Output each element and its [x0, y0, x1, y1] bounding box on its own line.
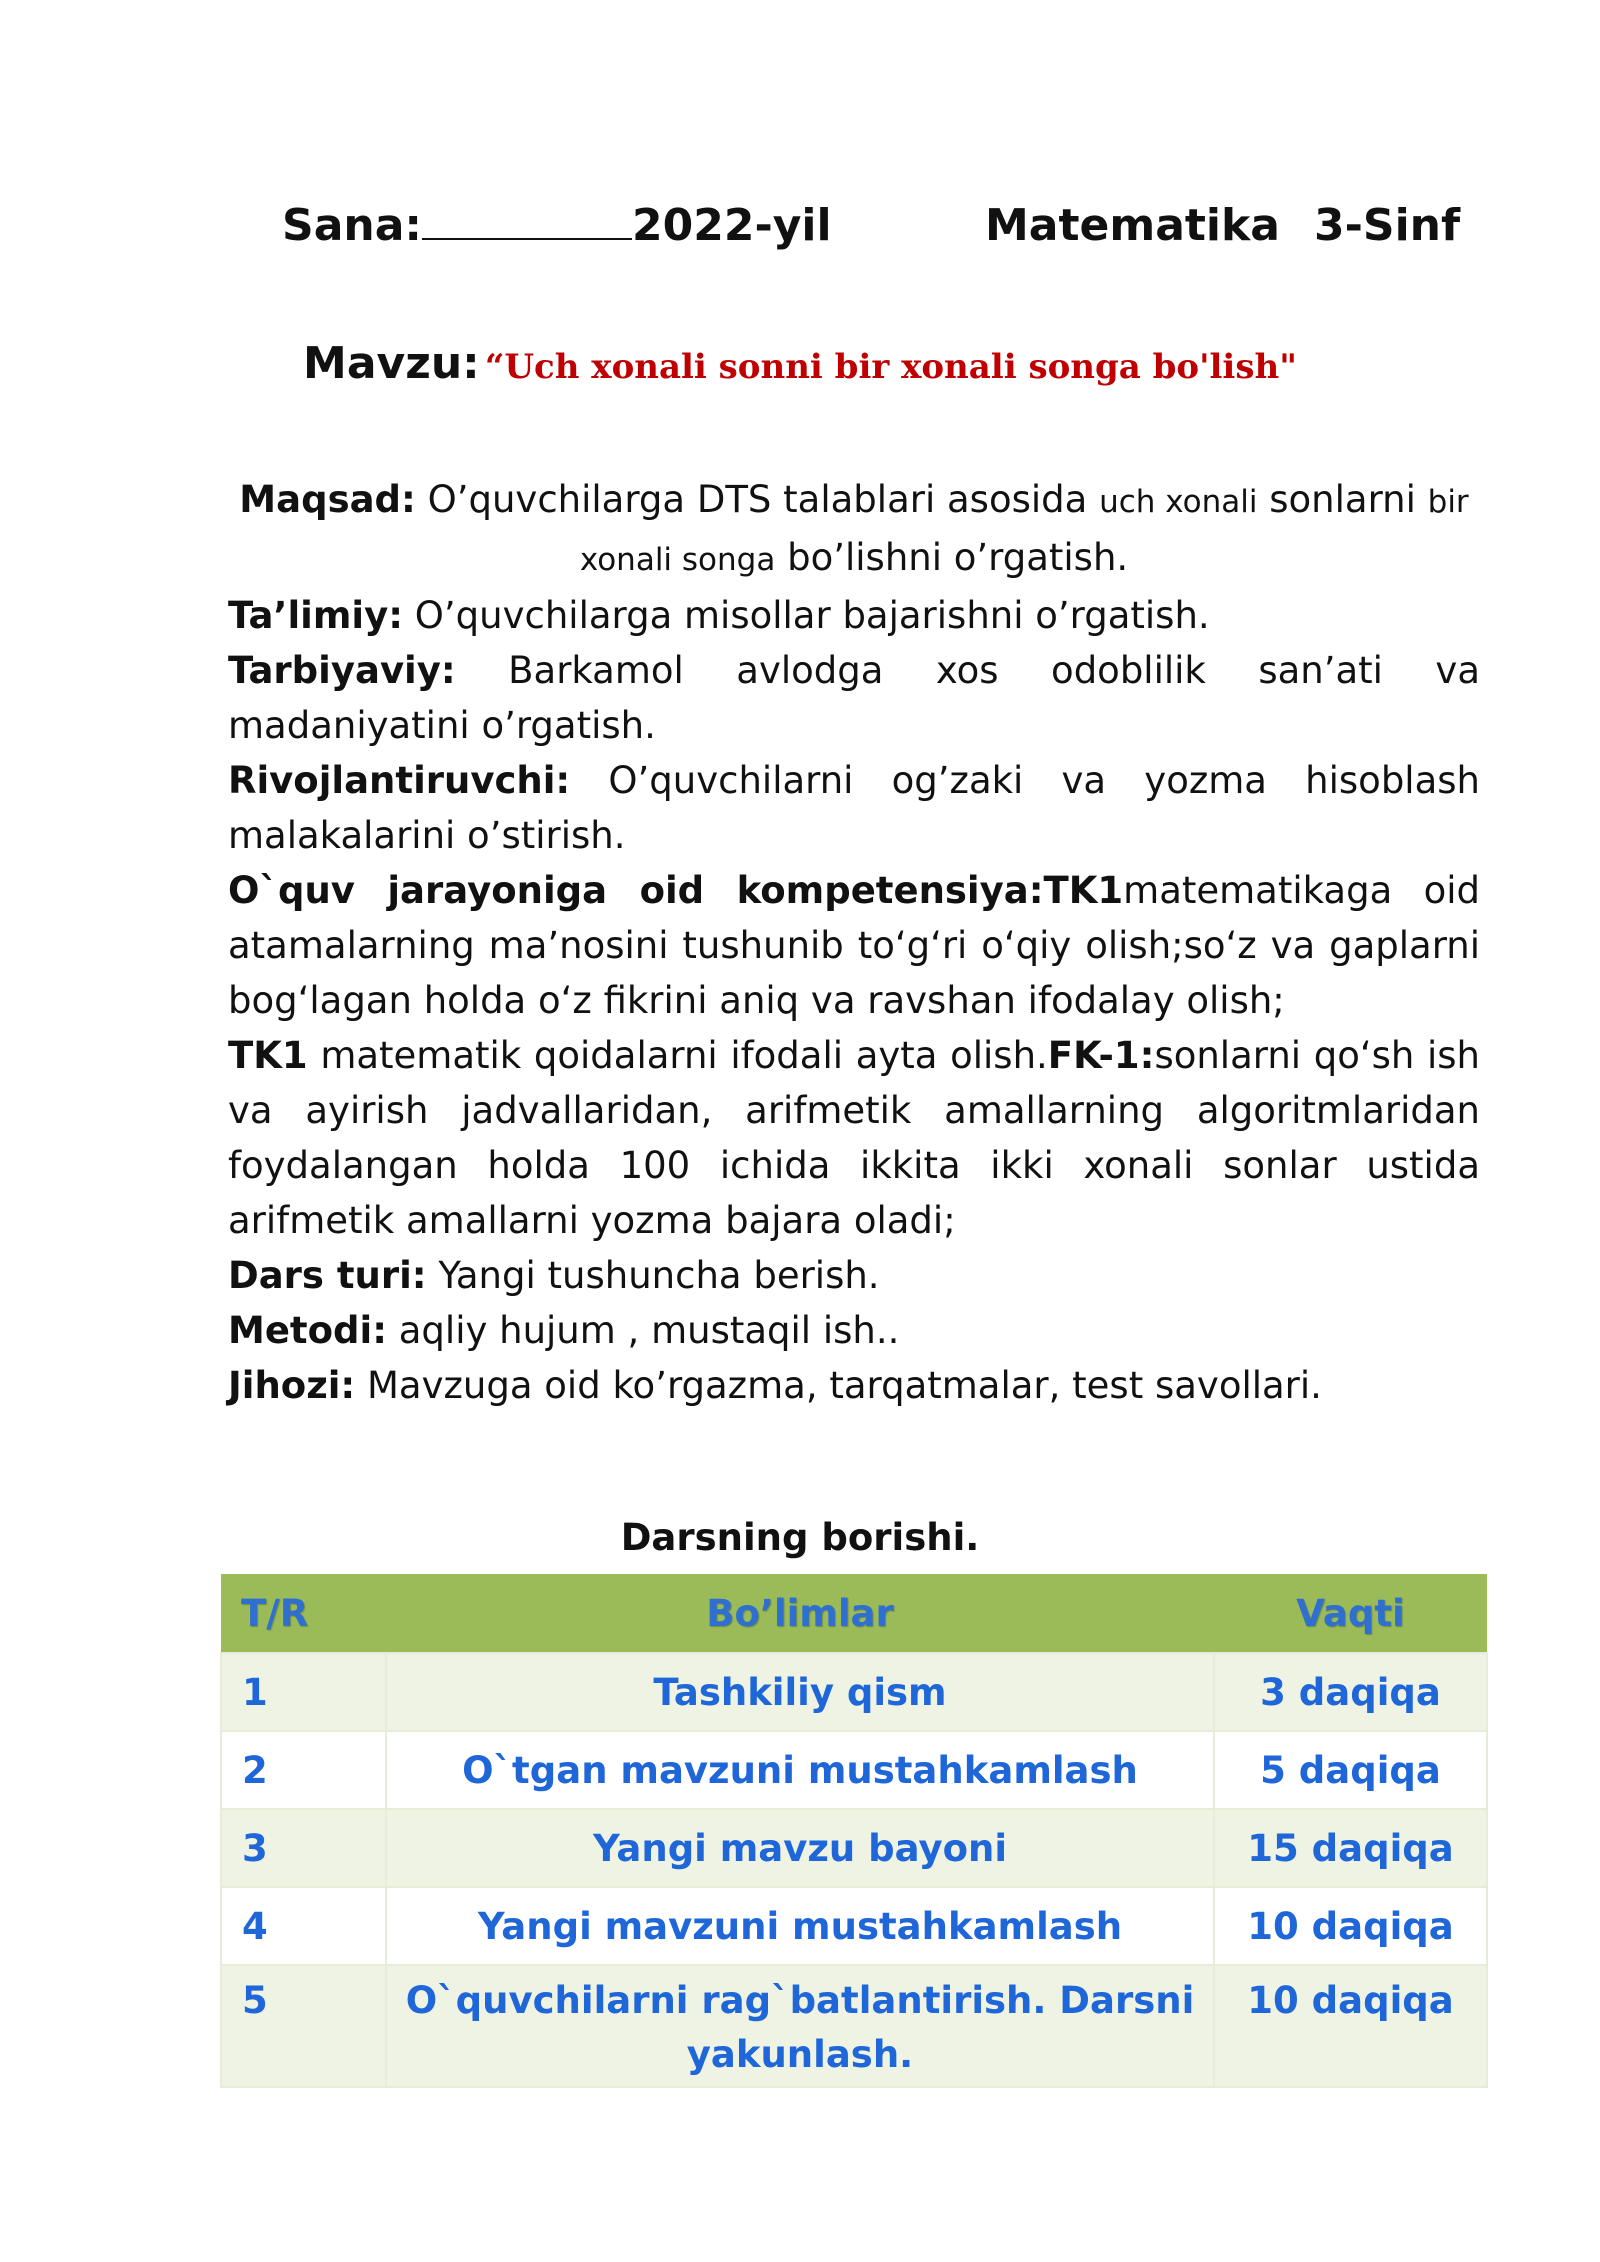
developmental-text: O’quvchilarni og’zaki va yozma hisoblash malakalarini o’stirish. [228, 759, 1480, 857]
topic-label: Mavzu: [303, 338, 480, 389]
equipment-text: Mavzuga oid ko’rgazma, tarqatmalar, test savollari. [367, 1364, 1322, 1407]
competency-text: matematikaga oid atamalarning ma’nosini tushunib to‘g‘ri o‘qiy olish;so‘z va gaplarni bog‘lagan holda o‘z fikrini aniq va ravshan ifodalay olish; [228, 869, 1481, 1022]
row-number: 4 [221, 1887, 386, 1965]
topic-line [0, 338, 1600, 389]
tk1-label: TK1 [228, 1034, 308, 1077]
goal-paragraph [228, 472, 1480, 588]
topic-title: “Uch xonali sonni bir xonali songa bo'lish" [484, 347, 1297, 387]
upbringing-text: Barkamol avlodga xos odoblilik san’ati va madaniyatini o’rgatish. [228, 649, 1480, 747]
goal-text-c: sonlarni [1269, 478, 1416, 521]
year-label: 2022-yil [632, 200, 832, 251]
tk1-paragraph [228, 1028, 1480, 1248]
date-blank-line [422, 200, 632, 240]
equipment-label: Jihozi: [228, 1364, 356, 1407]
date-line [282, 200, 832, 251]
developmental-label: Rivojlantiruvchi: [228, 759, 571, 802]
header-time: Vaqti [1214, 1574, 1487, 1653]
header-number: T/R [221, 1574, 386, 1653]
educational-label: Ta’limiy: [228, 594, 404, 637]
header-sections: Bo’limlar [386, 1574, 1214, 1653]
goal-label: Maqsad: [239, 478, 416, 521]
document-header [0, 200, 1600, 260]
row-number: 3 [221, 1809, 386, 1887]
educational-text: O’quvchilarga misollar bajarishni o’rgatish. [414, 594, 1210, 637]
upbringing-label: Tarbiyaviy: [228, 649, 456, 692]
developmental-paragraph [228, 753, 1480, 863]
lesson-type-text: Yangi tushuncha berish. [438, 1254, 880, 1297]
method-text: aqliy hujum , mustaqil ish.. [398, 1309, 900, 1352]
table-row [221, 1965, 1487, 2087]
upbringing-paragraph [228, 643, 1480, 753]
row-section: O`tgan mavzuni mustahkamlash [386, 1731, 1214, 1809]
educational-paragraph [228, 588, 1480, 643]
goal-text-b: uch xonali [1099, 484, 1258, 520]
row-time: 5 daqiqa [1214, 1731, 1487, 1809]
method-label: Metodi: [228, 1309, 387, 1352]
lesson-type-paragraph [228, 1248, 1480, 1303]
row-section: Tashkiliy qism [386, 1653, 1214, 1731]
table-row [221, 1653, 1487, 1731]
row-number: 2 [221, 1731, 386, 1809]
date-label: Sana: [282, 200, 422, 251]
table-row [221, 1887, 1487, 1965]
equipment-paragraph [228, 1358, 1480, 1413]
table-row [221, 1809, 1487, 1887]
row-section: O`quvchilarni rag`batlantirish. Darsni yakunlash. [386, 1965, 1214, 2087]
table-row [221, 1731, 1487, 1809]
lesson-plan-title: Darsning borishi. [620, 1516, 980, 1559]
fk1-label: FK-1: [1047, 1034, 1155, 1077]
tk1-text: matematik qoidalarni ifodali ayta olish. [307, 1034, 1048, 1077]
competency-label: O`quv jarayoniga oid kompetensiya:TK1 [228, 869, 1124, 912]
fk1-text: sonlarni qo‘sh ish va ayirish jadvallaridan, arifmetik amallarning algoritmlaridan foydalangan holda 100 ichida ikkita ikki xonali sonlar ustida arifmetik amallarni yozma bajara oladi; [228, 1034, 1480, 1242]
row-number: 5 [221, 1965, 386, 2087]
row-time: 10 daqiqa [1214, 1965, 1487, 2087]
lesson-type-label: Dars turi: [228, 1254, 427, 1297]
row-section: Yangi mavzuni mustahkamlash [386, 1887, 1214, 1965]
lesson-plan-table [220, 1574, 1488, 2088]
row-number: 1 [221, 1653, 386, 1731]
goal-text-a: O’quvchilarga DTS talablari asosida [427, 478, 1088, 521]
row-time: 10 daqiqa [1214, 1887, 1487, 1965]
row-time: 3 daqiqa [1214, 1653, 1487, 1731]
table-header-row [221, 1574, 1487, 1653]
goal-text-d: bir xonali songa [579, 484, 1469, 578]
lesson-details [228, 472, 1480, 1413]
row-section: Yangi mavzu bayoni [386, 1809, 1214, 1887]
competency-paragraph [228, 863, 1480, 1028]
row-time: 15 daqiqa [1214, 1809, 1487, 1887]
method-paragraph [228, 1303, 1480, 1358]
goal-text-e: bo’lishni o’rgatish. [787, 536, 1129, 579]
subject-label: Matematika [985, 200, 1280, 251]
grade-label: 3-Sinf [1314, 200, 1461, 251]
